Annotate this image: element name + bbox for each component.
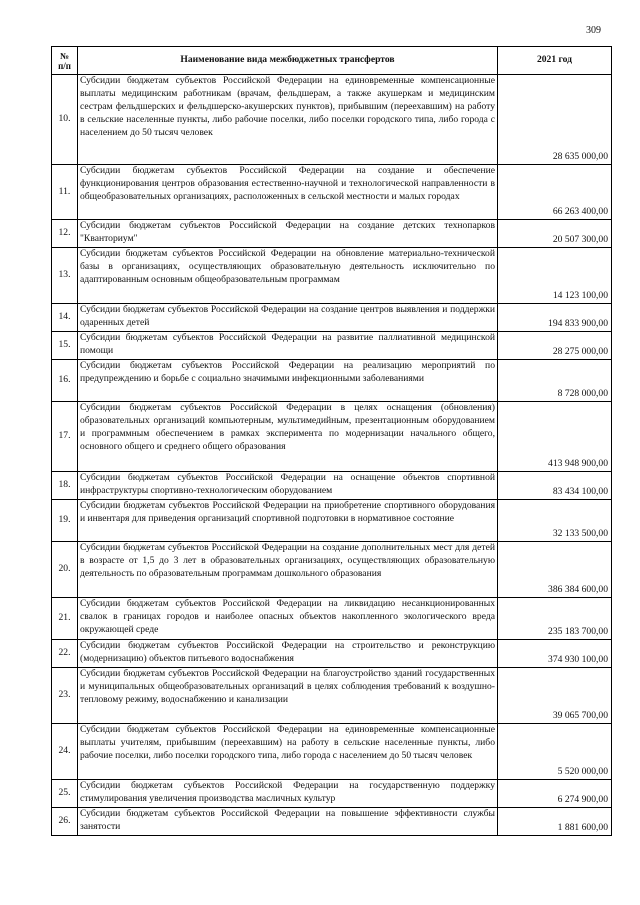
row-number: 23. [52,668,78,724]
table-row [52,75,612,165]
row-number: 13. [52,248,78,304]
table-row [52,780,612,808]
table-header-row [52,47,612,75]
transfer-amount: 39 065 700,00 [498,668,612,724]
row-number: 18. [52,472,78,500]
transfer-amount: 235 183 700,00 [498,598,612,640]
transfer-amount: 5 520 000,00 [498,724,612,780]
table-row [52,542,612,598]
transfer-amount: 374 930 100,00 [498,640,612,668]
transfer-amount: 386 384 600,00 [498,542,612,598]
header-number-abbr: п/п [58,60,71,71]
table-row [52,598,612,640]
transfer-name: Субсидии бюджетам субъектов Российской Федерации на ликвидацию несанкционированных свалок в границах городов и наиболее опасных объектов накопленного экологического вреда окружающей среде [78,598,498,640]
transfer-name: Субсидии бюджетам субъектов Российской Федерации на оснащение объектов спортивной инфраструктуры спортивно-технологическим оборудованием [78,472,498,500]
table-row [52,402,612,472]
row-number: 25. [52,780,78,808]
row-number: 20. [52,542,78,598]
table-row [52,220,612,248]
table-row [52,248,612,304]
transfer-name: Субсидии бюджетам субъектов Российской Федерации в целях оснащения (обновления) образовательных организаций компьютерным, мультимедийным, презентационным оборудованием и программным обеспечением в рамках эксперимента по модернизации начального общего, основного общего и среднего общего образования [78,402,498,472]
transfer-amount: 413 948 900,00 [498,402,612,472]
row-number: 10. [52,75,78,165]
table-row [52,472,612,500]
row-number: 17. [52,402,78,472]
transfer-name: Субсидии бюджетам субъектов Российской Федерации на единовременные компенсационные выплаты медицинским работникам (врачам, фельдшерам, а также акушеркам и медицинским сестрам фельдшерских и фельдшерско-акушерских пунктов), прибывшим (переехавшим) на работу в сельские населенные пункты, либо рабочие поселки, либо поселки городского типа, либо города с населением до 50 тысяч человек [78,75,498,165]
transfer-amount: 83 434 100,00 [498,472,612,500]
row-number: 24. [52,724,78,780]
table-row [52,332,612,360]
table-row [52,668,612,724]
transfer-name: Субсидии бюджетам субъектов Российской Федерации на приобретение спортивного оборудования и инвентаря для приведения организаций спортивной подготовки в нормативное состояние [78,500,498,542]
transfer-name: Субсидии бюджетам субъектов Российской Федерации на создание дополнительных мест для детей в возрасте от 1,5 до 3 лет в образовательных организациях, осуществляющих образовательную деятельность по образовательным программам дошкольного образования [78,542,498,598]
row-number: 26. [52,808,78,836]
header-year: 2021 год [498,47,612,75]
row-number: 11. [52,165,78,220]
transfer-name: Субсидии бюджетам субъектов Российской Федерации на обновление материально-технической базы в организациях, осуществляющих образовательную деятельность исключительно по адаптированным основным общеобразовательным программам [78,248,498,304]
row-number: 15. [52,332,78,360]
transfer-name: Субсидии бюджетам субъектов Российской Федерации на повышение эффективности службы занятости [78,808,498,836]
table-row [52,640,612,668]
transfer-name: Субсидии бюджетам субъектов Российской Федерации на создание и обеспечение функционирования центров образования естественно-научной и технологической направленности в общеобразовательных организациях, расположенных в сельской местности и малых городах [78,165,498,220]
transfer-amount: 8 728 000,00 [498,360,612,402]
header-number [52,47,78,75]
table-row [52,360,612,402]
table-row [52,500,612,542]
transfer-amount: 194 833 900,00 [498,304,612,332]
transfer-amount: 66 263 400,00 [498,165,612,220]
transfer-name: Субсидии бюджетам субъектов Российской Федерации на строительство и реконструкцию (модернизацию) объектов питьевого водоснабжения [78,640,498,668]
transfer-amount: 6 274 900,00 [498,780,612,808]
page-number: 309 [586,25,601,36]
table-row [52,165,612,220]
transfer-name: Субсидии бюджетам субъектов Российской Федерации на создание детских технопарков "Кванториум" [78,220,498,248]
transfer-name: Субсидии бюджетам субъектов Российской Федерации на государственную поддержку стимулирования увеличения производства масличных культур [78,780,498,808]
table-row [52,724,612,780]
transfer-name: Субсидии бюджетам субъектов Российской Федерации на создание центров выявления и поддержки одаренных детей [78,304,498,332]
transfer-amount: 14 123 100,00 [498,248,612,304]
row-number: 21. [52,598,78,640]
row-number: 19. [52,500,78,542]
transfer-amount: 32 133 500,00 [498,500,612,542]
transfer-amount: 20 507 300,00 [498,220,612,248]
row-number: 22. [52,640,78,668]
row-number: 12. [52,220,78,248]
transfer-amount: 28 635 000,00 [498,75,612,165]
transfer-name: Субсидии бюджетам субъектов Российской Федерации на реализацию мероприятий по предупреждению и борьбе с социально значимыми инфекционными заболеваниями [78,360,498,402]
transfer-amount: 1 881 600,00 [498,808,612,836]
transfers-table [51,46,612,836]
table-row [52,304,612,332]
table-row [52,808,612,836]
transfer-amount: 28 275 000,00 [498,332,612,360]
transfer-name: Субсидии бюджетам субъектов Российской Федерации на благоустройство зданий государственных и муниципальных общеобразовательных организаций в целях соблюдения требований к воздушно-тепловому режиму, водоснабжению и канализации [78,668,498,724]
transfer-name: Субсидии бюджетам субъектов Российской Федерации на единовременные компенсационные выплаты учителям, прибывшим (переехавшим) на работу в сельские населенные пункты, либо рабочие поселки, либо поселки городского типа, либо города с населением до 50 тысяч человек [78,724,498,780]
row-number: 14. [52,304,78,332]
transfer-name: Субсидии бюджетам субъектов Российской Федерации на развитие паллиативной медицинской помощи [78,332,498,360]
header-transfer-name: Наименование вида межбюджетных трансфертов [78,47,498,75]
header-number-symbol: № [59,50,70,61]
row-number: 16. [52,360,78,402]
